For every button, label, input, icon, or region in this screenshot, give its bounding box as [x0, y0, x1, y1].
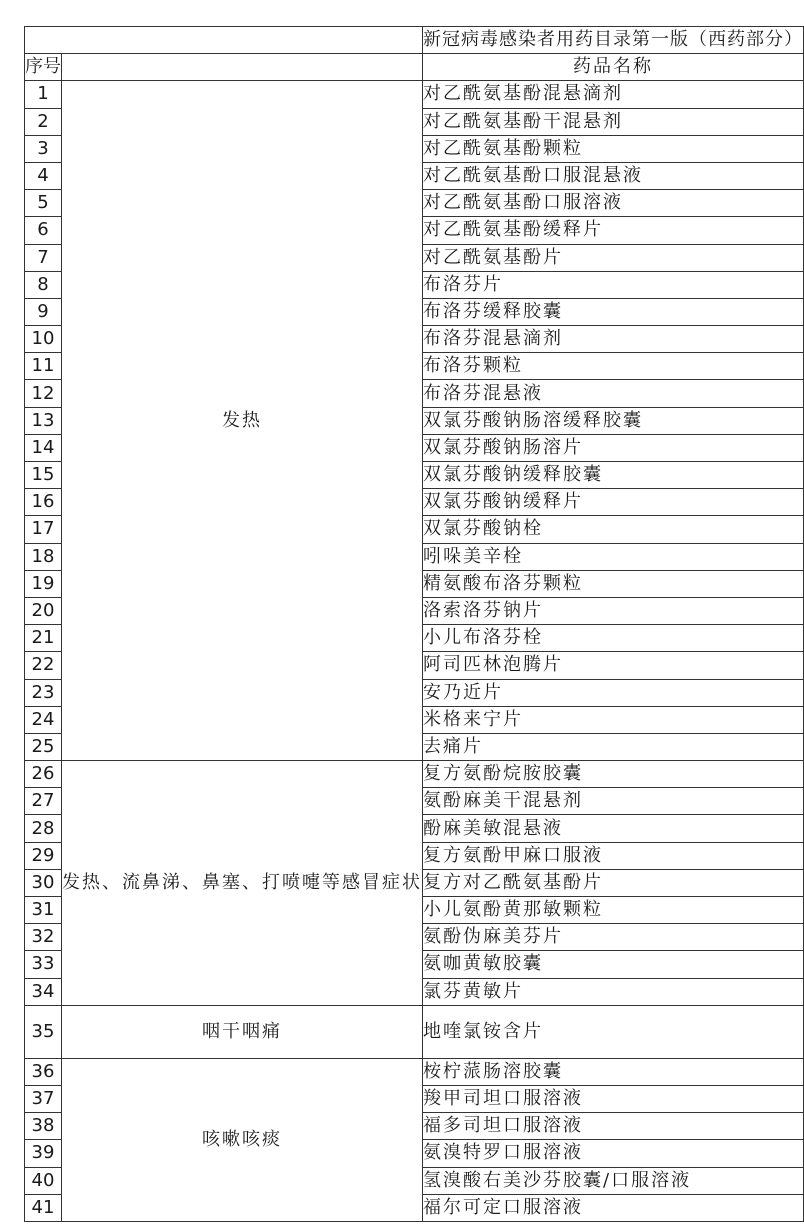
table-row — [25, 1058, 804, 1085]
drug-name: 精氨酸布洛芬颗粒 — [423, 570, 804, 597]
drug-name: 对乙酰氨基酚缓释片 — [423, 217, 804, 244]
row-number: 4 — [25, 162, 62, 189]
row-number: 33 — [25, 951, 62, 978]
row-number: 41 — [25, 1194, 62, 1221]
row-number: 36 — [25, 1058, 62, 1085]
row-number: 1 — [25, 81, 62, 108]
header-num: 序号 — [25, 54, 62, 81]
row-number: 24 — [25, 706, 62, 733]
row-number: 38 — [25, 1113, 62, 1140]
table-row — [25, 1005, 804, 1058]
drug-list-table — [24, 26, 804, 1222]
drug-name: 氨咖黄敏胶囊 — [423, 951, 804, 978]
drug-name: 双氯芬酸钠肠溶缓释胶囊 — [423, 407, 804, 434]
drug-name: 酚麻美敏混悬液 — [423, 815, 804, 842]
symptom-group-throat: 咽干咽痛 — [62, 1005, 423, 1058]
drug-name: 双氯芬酸钠栓 — [423, 516, 804, 543]
row-number: 17 — [25, 516, 62, 543]
row-number: 28 — [25, 815, 62, 842]
drug-name: 复方氨酚甲麻口服液 — [423, 842, 804, 869]
drug-name: 米格来宁片 — [423, 706, 804, 733]
drug-name: 安乃近片 — [423, 679, 804, 706]
drug-name: 吲哚美辛栓 — [423, 543, 804, 570]
drug-name: 双氯芬酸钠缓释片 — [423, 489, 804, 516]
drug-name: 小儿布洛芬栓 — [423, 625, 804, 652]
row-number: 32 — [25, 924, 62, 951]
drug-name: 双氯芬酸钠肠溶片 — [423, 434, 804, 461]
row-number: 3 — [25, 135, 62, 162]
drug-name: 去痛片 — [423, 733, 804, 760]
title-blank-cell — [25, 27, 423, 54]
table-title: 新冠病毒感染者用药目录第一版（西药部分） — [423, 27, 804, 54]
row-number: 31 — [25, 897, 62, 924]
row-number: 12 — [25, 380, 62, 407]
symptom-group-cold: 发热、流鼻涕、鼻塞、打喷嚏等感冒症状 — [62, 761, 423, 1006]
drug-name: 布洛芬缓释胶囊 — [423, 298, 804, 325]
row-number: 18 — [25, 543, 62, 570]
row-number: 34 — [25, 978, 62, 1005]
drug-name: 布洛芬混悬液 — [423, 380, 804, 407]
row-number: 5 — [25, 190, 62, 217]
row-number: 8 — [25, 271, 62, 298]
table-row — [25, 761, 804, 788]
header-name: 药品名称 — [423, 54, 804, 81]
row-number: 10 — [25, 326, 62, 353]
row-number: 35 — [25, 1005, 62, 1058]
drug-name: 对乙酰氨基酚混悬滴剂 — [423, 81, 804, 108]
drug-name: 氨酚麻美干混悬剂 — [423, 788, 804, 815]
drug-name: 地喹氯铵含片 — [423, 1005, 804, 1058]
row-number: 7 — [25, 244, 62, 271]
row-number: 23 — [25, 679, 62, 706]
drug-name: 双氯芬酸钠缓释胶囊 — [423, 462, 804, 489]
drug-name: 氯芬黄敏片 — [423, 978, 804, 1005]
row-number: 39 — [25, 1140, 62, 1167]
drug-name: 对乙酰氨基酚颗粒 — [423, 135, 804, 162]
table-row — [25, 81, 804, 108]
row-number: 25 — [25, 733, 62, 760]
symptom-group-cough: 咳嗽咳痰 — [62, 1058, 423, 1221]
row-number: 27 — [25, 788, 62, 815]
drug-name: 对乙酰氨基酚片 — [423, 244, 804, 271]
drug-name: 氨溴特罗口服溶液 — [423, 1140, 804, 1167]
row-number: 20 — [25, 597, 62, 624]
row-number: 6 — [25, 217, 62, 244]
drug-name: 复方对乙酰氨基酚片 — [423, 869, 804, 896]
drug-name: 福尔可定口服溶液 — [423, 1194, 804, 1221]
row-number: 26 — [25, 761, 62, 788]
drug-name: 对乙酰氨基酚口服混悬液 — [423, 162, 804, 189]
drug-name: 阿司匹林泡腾片 — [423, 652, 804, 679]
row-number: 11 — [25, 353, 62, 380]
row-number: 16 — [25, 489, 62, 516]
drug-name: 羧甲司坦口服溶液 — [423, 1085, 804, 1112]
row-number: 13 — [25, 407, 62, 434]
drug-name: 洛索洛芬钠片 — [423, 597, 804, 624]
drug-name: 福多司坦口服溶液 — [423, 1113, 804, 1140]
drug-name: 布洛芬颗粒 — [423, 353, 804, 380]
title-row — [25, 27, 804, 54]
drug-name: 桉柠蒎肠溶胶囊 — [423, 1058, 804, 1085]
row-number: 21 — [25, 625, 62, 652]
row-number: 14 — [25, 434, 62, 461]
header-symptom-blank — [62, 54, 423, 81]
row-number: 29 — [25, 842, 62, 869]
header-row — [25, 54, 804, 81]
table-body — [25, 27, 804, 1222]
drug-name: 对乙酰氨基酚口服溶液 — [423, 190, 804, 217]
drug-name: 布洛芬片 — [423, 271, 804, 298]
row-number: 22 — [25, 652, 62, 679]
drug-name: 对乙酰氨基酚干混悬剂 — [423, 108, 804, 135]
symptom-group-fever: 发热 — [62, 81, 423, 761]
drug-name: 氢溴酸右美沙芬胶囊/口服溶液 — [423, 1167, 804, 1194]
row-number: 2 — [25, 108, 62, 135]
drug-name: 复方氨酚烷胺胶囊 — [423, 761, 804, 788]
row-number: 15 — [25, 462, 62, 489]
drug-name: 布洛芬混悬滴剂 — [423, 326, 804, 353]
row-number: 37 — [25, 1085, 62, 1112]
drug-name: 氨酚伪麻美芬片 — [423, 924, 804, 951]
row-number: 19 — [25, 570, 62, 597]
row-number: 30 — [25, 869, 62, 896]
drug-name: 小儿氨酚黄那敏颗粒 — [423, 897, 804, 924]
row-number: 9 — [25, 298, 62, 325]
row-number: 40 — [25, 1167, 62, 1194]
